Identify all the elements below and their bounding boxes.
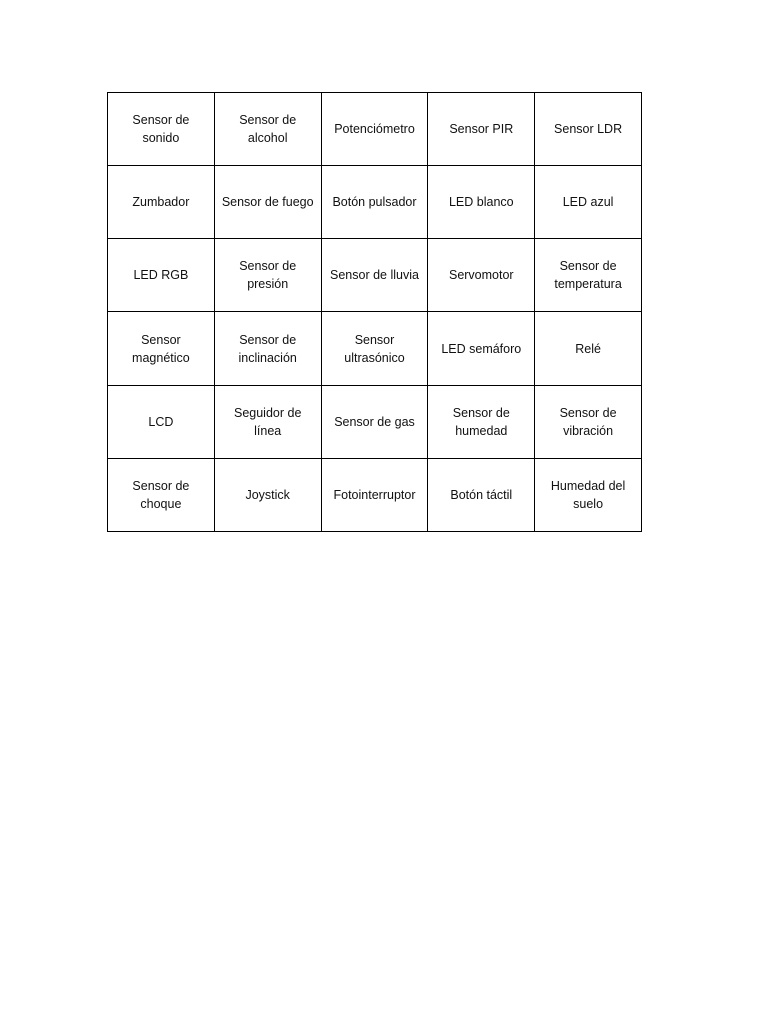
table-cell: Sensor ultrasónico: [321, 312, 428, 385]
table-cell: Sensor PIR: [428, 93, 535, 166]
table-cell: Sensor de sonido: [108, 93, 215, 166]
table-cell: LED blanco: [428, 166, 535, 239]
table-cell: LED RGB: [108, 239, 215, 312]
table-cell: LED azul: [535, 166, 642, 239]
table-row: [108, 385, 642, 458]
table-cell: Sensor de temperatura: [535, 239, 642, 312]
table-cell: Sensor magnético: [108, 312, 215, 385]
table-cell: Seguidor de línea: [214, 385, 321, 458]
table-cell: Sensor de lluvia: [321, 239, 428, 312]
table-cell: Sensor de choque: [108, 458, 215, 531]
table-cell: Sensor LDR: [535, 93, 642, 166]
table-cell: Sensor de alcohol: [214, 93, 321, 166]
table-cell: LED semáforo: [428, 312, 535, 385]
table-cell: Sensor de gas: [321, 385, 428, 458]
table-row: [108, 458, 642, 531]
table-cell: Botón pulsador: [321, 166, 428, 239]
component-grid-table: [107, 92, 642, 532]
table-row: [108, 312, 642, 385]
table-cell: Fotointerruptor: [321, 458, 428, 531]
table-cell: Sensor de vibración: [535, 385, 642, 458]
table-cell: Joystick: [214, 458, 321, 531]
table-cell: Zumbador: [108, 166, 215, 239]
table-cell: Servomotor: [428, 239, 535, 312]
table-cell: Sensor de humedad: [428, 385, 535, 458]
table-row: [108, 93, 642, 166]
table-row: [108, 166, 642, 239]
table-cell: Sensor de inclinación: [214, 312, 321, 385]
table-cell: Sensor de presión: [214, 239, 321, 312]
table-cell: Humedad del suelo: [535, 458, 642, 531]
table-cell: Sensor de fuego: [214, 166, 321, 239]
table-cell: LCD: [108, 385, 215, 458]
table-cell: Botón táctil: [428, 458, 535, 531]
table-cell: Relé: [535, 312, 642, 385]
table-cell: Potenciómetro: [321, 93, 428, 166]
table-row: [108, 239, 642, 312]
